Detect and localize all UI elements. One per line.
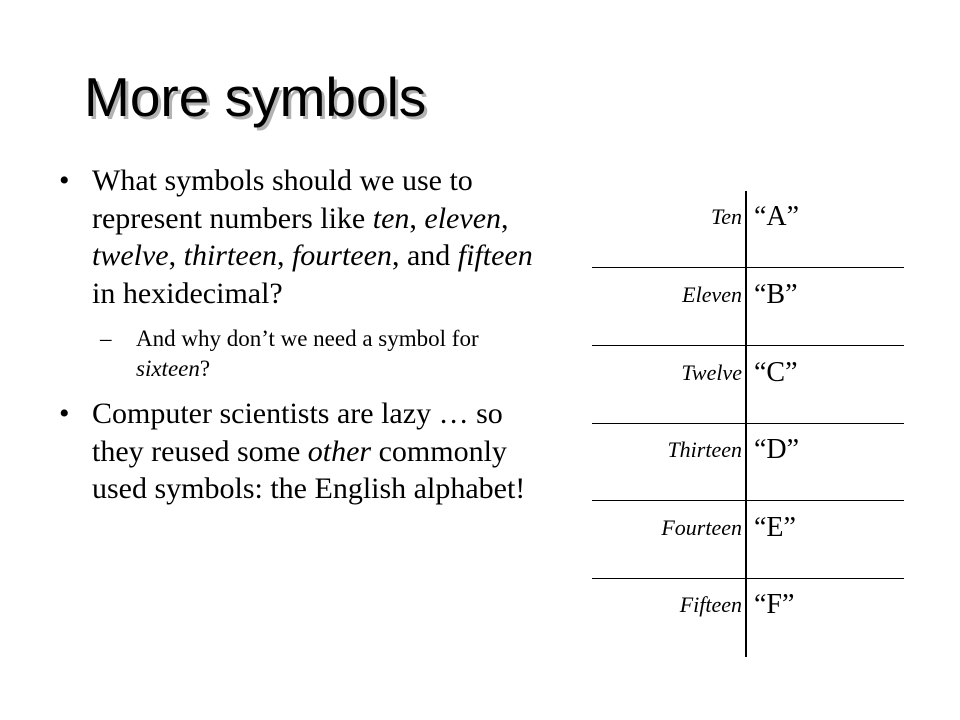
number-name-cell: Fourteen [661, 515, 742, 540]
number-name-cell: Eleven [682, 282, 742, 307]
symbol-cell: “E” [754, 512, 796, 543]
bullet-text-part: What symbols should we use to represent numbers like [92, 164, 473, 235]
bullet-text-emphasis: eleven [424, 201, 502, 235]
bullet-text-part: Computer scientists are lazy … so they reused some [92, 397, 503, 468]
number-name-cell: Twelve [681, 360, 742, 385]
symbol-cell: “D” [754, 434, 800, 465]
table-row [592, 269, 904, 346]
row-divider [592, 345, 904, 346]
bullet-text-emphasis: thirteen [183, 239, 277, 272]
bullet-text-part: , [409, 201, 425, 235]
row-divider [592, 267, 904, 268]
number-name-cell: Thirteen [667, 437, 742, 462]
bullet-text-emphasis: ten [372, 201, 410, 235]
bullet-text-part: , [501, 201, 509, 235]
symbol-cell: “F” [754, 589, 795, 620]
bullet-text-part: , and [391, 239, 458, 272]
table-row [592, 424, 904, 501]
table-row [592, 502, 904, 579]
bullet-list [54, 162, 554, 508]
bullet-text-emphasis: other [307, 434, 372, 468]
bullet-text-emphasis: twelve [92, 239, 169, 272]
symbol-cell: “A” [754, 201, 800, 232]
bullet-item [54, 162, 554, 312]
table-row [592, 191, 904, 268]
sub-bullet-text-part: And why don’t we need a symbol for [136, 326, 479, 351]
bullet-text-part: , [276, 239, 292, 272]
bullet-marker: • [59, 164, 70, 197]
sub-bullet-text-part: ? [199, 355, 211, 381]
sub-bullet-text-emphasis: sixteen [136, 355, 200, 381]
symbol-cell: “B” [754, 279, 798, 310]
number-name-cell: Ten [711, 204, 742, 229]
symbol-cell: “C” [754, 357, 798, 388]
sub-bullet-item [54, 324, 554, 383]
row-divider [592, 500, 904, 501]
bullet-text-part: in hexidecimal? [92, 276, 283, 310]
number-name-cell: Fifteen [679, 592, 742, 617]
bullet-item [54, 395, 554, 508]
bullet-text-emphasis: fourteen [291, 239, 392, 272]
bullet-text-part: , [168, 239, 184, 272]
table-row [592, 347, 904, 424]
bullet-marker: • [59, 397, 70, 430]
bullet-text-part: commonly used symbols: the English alphabet! [92, 434, 526, 505]
bullet-text-emphasis: fifteen [457, 239, 533, 272]
slide-title: More symbols [84, 66, 427, 128]
hex-symbol-table [592, 191, 904, 657]
table-row [592, 579, 904, 656]
sub-bullet-marker: – [100, 326, 112, 351]
